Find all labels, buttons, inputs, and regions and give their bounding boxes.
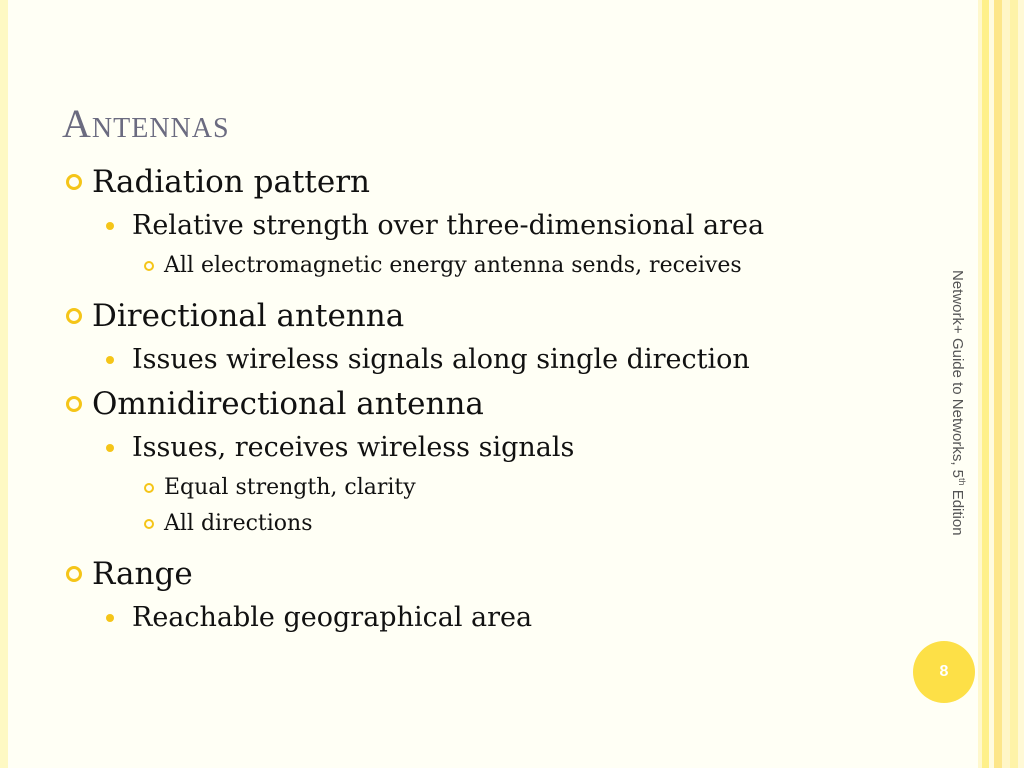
page-number-badge xyxy=(913,641,975,703)
small-hollow-circle-bullet-icon xyxy=(144,261,154,271)
bullet-item xyxy=(62,382,922,426)
filled-dot-bullet-icon xyxy=(106,356,114,364)
bullet-text: All electromagnetic energy antenna sends, receives xyxy=(164,253,742,278)
bullet-item xyxy=(62,160,922,204)
filled-dot-bullet-icon xyxy=(106,614,114,622)
bullet-text: Omnidirectional antenna xyxy=(92,386,484,422)
bullet-text: Equal strength, clarity xyxy=(164,475,416,500)
hollow-circle-bullet-icon xyxy=(66,566,82,582)
small-hollow-circle-bullet-icon xyxy=(144,519,154,529)
small-hollow-circle-bullet-icon xyxy=(144,483,154,493)
footer-text-main: Network+ Guide to Networks, 5 xyxy=(949,270,966,479)
footer-sidebar xyxy=(945,270,975,580)
bullet-text: Issues, receives wireless signals xyxy=(132,432,575,463)
bullet-text: Issues wireless signals along single direction xyxy=(132,344,750,375)
left-border-decoration xyxy=(0,0,8,768)
bullet-list xyxy=(62,160,922,640)
slide-title: Antennas xyxy=(62,101,230,146)
footer-text xyxy=(949,270,967,536)
bullet-item xyxy=(62,552,922,596)
bullet-item xyxy=(62,506,922,542)
bullet-text: Relative strength over three-dimensional area xyxy=(132,210,765,241)
filled-dot-bullet-icon xyxy=(106,222,114,230)
bullet-text: Directional antenna xyxy=(92,298,405,334)
hollow-circle-bullet-icon xyxy=(66,308,82,324)
bullet-text: Radiation pattern xyxy=(92,164,371,200)
bullet-item xyxy=(62,338,922,382)
bullet-item xyxy=(62,596,922,640)
bullet-text: Reachable geographical area xyxy=(132,602,533,633)
bullet-item xyxy=(62,204,922,248)
page-number: 8 xyxy=(939,663,949,680)
bullet-text: All directions xyxy=(164,511,313,536)
hollow-circle-bullet-icon xyxy=(66,396,82,412)
bullet-item xyxy=(62,470,922,506)
filled-dot-bullet-icon xyxy=(106,444,114,452)
footer-text-end: Edition xyxy=(949,485,966,536)
bullet-item xyxy=(62,426,922,470)
bullet-text: Range xyxy=(92,556,193,592)
right-stripe-decoration xyxy=(978,0,1024,768)
hollow-circle-bullet-icon xyxy=(66,174,82,190)
bullet-item xyxy=(62,294,922,338)
footer-superscript: th xyxy=(957,478,967,486)
bullet-item xyxy=(62,248,922,284)
